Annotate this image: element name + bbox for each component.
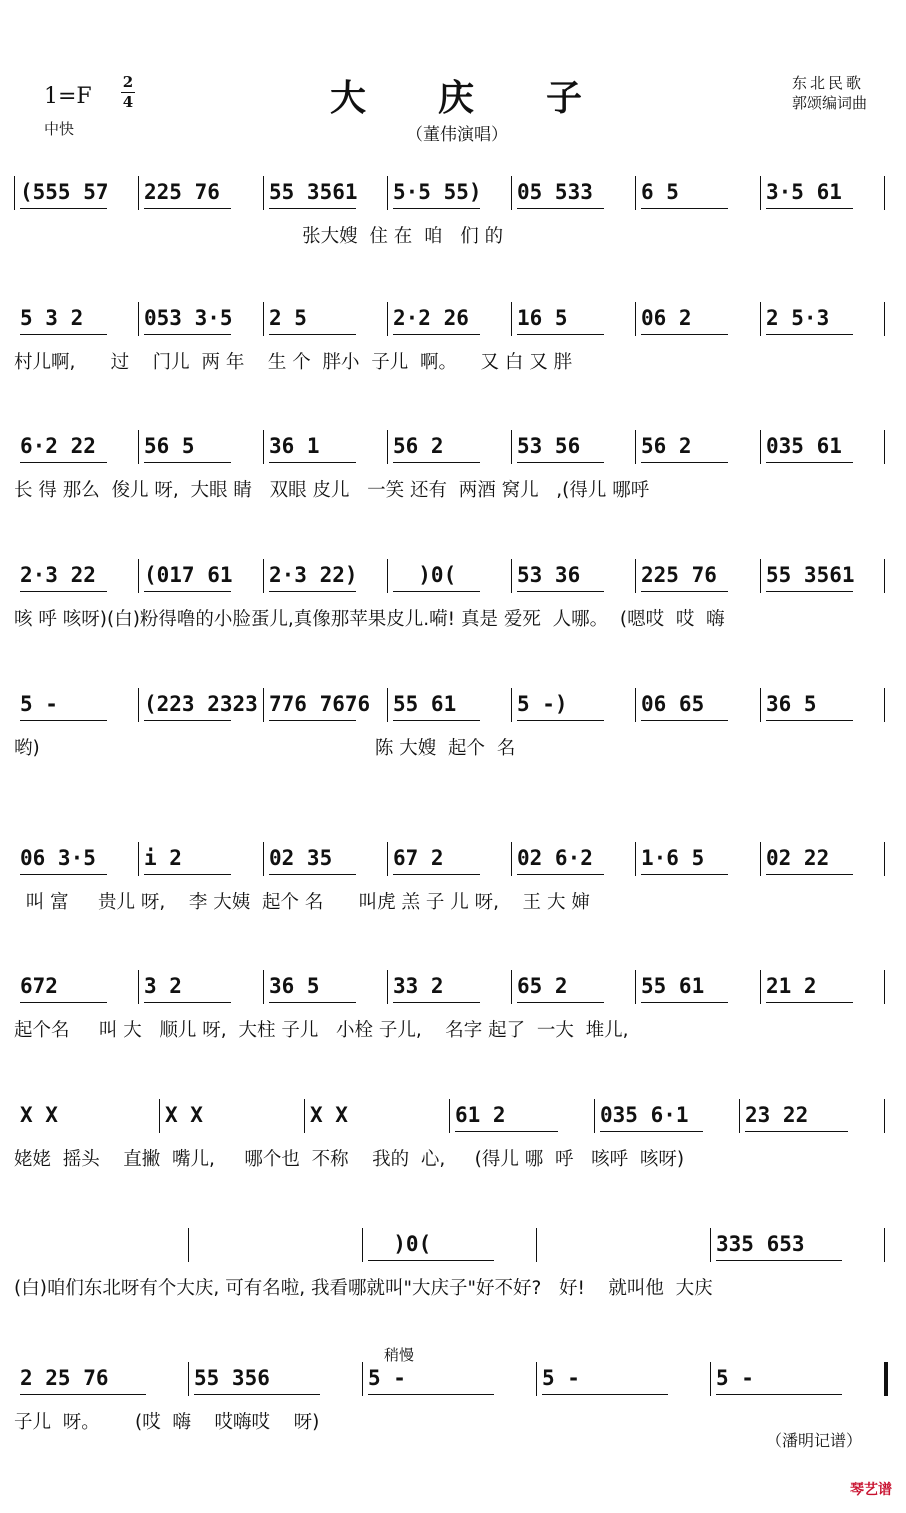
beat-underline — [269, 874, 356, 875]
beat-underline — [766, 208, 853, 209]
beat-underline — [20, 334, 107, 335]
beat-underline — [144, 334, 231, 335]
measure-notes: 67 2 — [393, 846, 444, 870]
key-signature: 1=F — [44, 84, 92, 109]
barline — [263, 842, 264, 876]
measure-notes: 2·2 26 — [393, 306, 469, 330]
barline — [884, 302, 885, 336]
barline — [884, 1228, 885, 1262]
score-line — [0, 172, 906, 292]
barline — [138, 559, 139, 593]
measure-notes: 23 22 — [745, 1103, 809, 1127]
barline — [884, 430, 885, 464]
beat-underline — [542, 1394, 668, 1395]
barline — [635, 176, 636, 210]
barline — [387, 176, 388, 210]
beat-underline — [368, 1260, 494, 1261]
beat-underline — [20, 462, 107, 463]
composer-credit: 郭颂编词曲 — [792, 94, 868, 112]
measure-notes: 2·3 22) — [269, 563, 358, 587]
beat-underline — [641, 334, 728, 335]
notes-row — [14, 966, 894, 1006]
measure-notes: 06 65 — [641, 692, 705, 716]
measure-notes: 5 - — [542, 1366, 580, 1390]
lyrics-row: 姥姥 摇头 直撇 嘴儿, 哪个也 不称 我的 心, (得儿 哪 呼 咳呼 咳呀) — [14, 1149, 685, 1170]
beat-underline — [368, 1394, 494, 1395]
barline — [138, 842, 139, 876]
song-title: 大庆子 — [330, 77, 655, 119]
lyrics-row: 起个名 叫 大 顺儿 呀, 大柱 子儿 小栓 子儿, 名字 起了 一大 堆儿, — [14, 1020, 629, 1041]
measure-notes: 02 6·2 — [517, 846, 593, 870]
measure-notes: 61 2 — [455, 1103, 506, 1127]
beat-underline — [269, 720, 356, 721]
beat-underline — [20, 208, 107, 209]
score-line — [0, 684, 906, 804]
beat-underline — [745, 1131, 848, 1132]
beat-underline — [393, 462, 480, 463]
barline — [511, 302, 512, 336]
notes-row — [14, 684, 894, 724]
beat-underline — [20, 1002, 107, 1003]
measure-notes: 56 5 — [144, 434, 195, 458]
beat-underline — [641, 1002, 728, 1003]
tempo-change-slower: 稍慢 — [384, 1346, 415, 1364]
notes-row — [14, 838, 894, 878]
song-origin: 东北民歌 — [792, 74, 865, 92]
beat-underline — [20, 591, 107, 592]
measure-notes — [194, 1224, 358, 1264]
barline — [387, 842, 388, 876]
measure-notes: 225 76 — [144, 180, 220, 204]
barline — [635, 842, 636, 876]
beat-underline — [393, 874, 480, 875]
beat-underline — [269, 1002, 356, 1003]
measure-notes: 5 -) — [517, 692, 568, 716]
barline — [263, 970, 264, 1004]
beat-underline — [194, 1394, 320, 1395]
barline — [511, 176, 512, 210]
beat-underline — [600, 1131, 703, 1132]
measure-notes: 053 3·5 — [144, 306, 233, 330]
beat-underline — [144, 720, 231, 721]
beat-underline — [641, 208, 728, 209]
measure-notes: 06 3·5 — [20, 846, 96, 870]
barline — [263, 302, 264, 336]
beat-underline — [766, 334, 853, 335]
measure-notes: 2 5 — [269, 306, 307, 330]
barline — [760, 302, 761, 336]
measure-notes: 2·3 22 — [20, 563, 96, 587]
measure-notes: 035 6·1 — [600, 1103, 689, 1127]
beat-underline — [716, 1394, 842, 1395]
lyrics-row: 哟) 陈 大嫂 起个 名 — [14, 738, 516, 759]
barline — [760, 176, 761, 210]
beat-underline — [269, 591, 356, 592]
measure-notes: 035 61 — [766, 434, 842, 458]
measure-notes: 53 36 — [517, 563, 581, 587]
barline — [635, 302, 636, 336]
beat-underline — [517, 334, 604, 335]
lyrics-row: 长 得 那么 俊儿 呀, 大眼 睛 双眼 皮儿 一笑 还有 两酒 窝儿 ,(得儿 哪呼 — [14, 480, 650, 501]
beat-underline — [20, 1394, 146, 1395]
barline — [387, 970, 388, 1004]
measure-notes: 33 2 — [393, 974, 444, 998]
beat-underline — [766, 1002, 853, 1003]
barline — [884, 1362, 888, 1396]
barline — [138, 302, 139, 336]
barline — [138, 430, 139, 464]
measure-notes: 65 2 — [517, 974, 568, 998]
barline — [760, 970, 761, 1004]
beat-underline — [766, 874, 853, 875]
score-line — [0, 966, 906, 1086]
beat-underline — [144, 1002, 231, 1003]
notes-row — [14, 1358, 894, 1398]
barline — [760, 559, 761, 593]
beat-underline — [20, 720, 107, 721]
lyrics-row: 咳 呼 咳呀)(白)粉得噜的小脸蛋儿,真像那苹果皮儿.嗬! 真是 爱死 人哪。 (嗯哎 哎 嗨 — [14, 609, 725, 630]
measure-notes: 36 5 — [766, 692, 817, 716]
barline — [511, 970, 512, 1004]
beat-underline — [517, 1002, 604, 1003]
time-signature-top: 2 — [122, 73, 134, 91]
time-signature — [118, 74, 138, 111]
beat-underline — [393, 720, 480, 721]
measure-notes: 5 3 2 — [20, 306, 84, 330]
beat-underline — [269, 334, 356, 335]
measure-notes: )0( — [368, 1232, 432, 1256]
measure-notes: 36 1 — [269, 434, 320, 458]
barline — [449, 1099, 450, 1133]
barline — [594, 1099, 595, 1133]
lyrics-row: 叫 富 贵儿 呀, 李 大姨 起个 名 叫虎 羔 子 儿 呀, 王 大 婶 — [14, 892, 590, 913]
beat-underline — [766, 720, 853, 721]
measure-notes — [542, 1224, 706, 1264]
measure-notes: 53 56 — [517, 434, 581, 458]
measure-notes: 5 - — [20, 692, 58, 716]
measure-notes: 5 - — [368, 1366, 406, 1390]
barline — [511, 688, 512, 722]
beat-underline — [20, 874, 107, 875]
measure-notes: X X — [20, 1103, 58, 1127]
beat-underline — [517, 720, 604, 721]
barline — [760, 688, 761, 722]
barline — [635, 430, 636, 464]
measure-notes: 335 653 — [716, 1232, 805, 1256]
measure-notes: 36 5 — [269, 974, 320, 998]
barline — [635, 688, 636, 722]
barline — [884, 1099, 885, 1133]
measure-notes: 776 7676 — [269, 692, 371, 716]
beat-underline — [269, 208, 356, 209]
notes-row — [14, 1095, 894, 1135]
barline — [263, 176, 264, 210]
measure-notes: 2 5·3 — [766, 306, 830, 330]
barline — [387, 559, 388, 593]
barline — [536, 1228, 537, 1262]
beat-underline — [144, 874, 231, 875]
beat-underline — [517, 874, 604, 875]
notes-row — [14, 555, 894, 595]
measure-notes: 02 22 — [766, 846, 830, 870]
score-line — [0, 1095, 906, 1215]
singer-credit: （董伟演唱） — [406, 125, 508, 145]
beat-underline — [641, 720, 728, 721]
beat-underline — [144, 208, 231, 209]
barline — [710, 1228, 711, 1262]
lyrics-row: (白)咱们东北呀有个大庆, 可有名啦, 我看哪就叫"大庆子"好不好? 好! 就叫他 大庆 — [14, 1278, 713, 1299]
beat-underline — [144, 591, 231, 592]
transcriber-credit: （潘明记谱） — [765, 1431, 862, 1450]
barline — [304, 1099, 305, 1133]
measure-notes: )0( — [393, 563, 457, 587]
beat-underline — [641, 874, 728, 875]
site-logo: 琴艺谱 — [850, 1482, 892, 1498]
barline — [635, 559, 636, 593]
beat-underline — [393, 591, 480, 592]
measure-notes: 672 — [20, 974, 58, 998]
score-line — [0, 1358, 906, 1478]
beat-underline — [716, 1260, 842, 1261]
barline — [263, 430, 264, 464]
barline — [362, 1228, 363, 1262]
beat-underline — [766, 462, 853, 463]
measure-notes: 6·2 22 — [20, 434, 96, 458]
barline — [263, 559, 264, 593]
beat-underline — [144, 462, 231, 463]
barline — [138, 176, 139, 210]
barline — [511, 842, 512, 876]
measure-notes: 06 2 — [641, 306, 692, 330]
beat-underline — [393, 208, 480, 209]
barline — [138, 970, 139, 1004]
score-line — [0, 426, 906, 546]
measure-notes: (223 2323 — [144, 692, 258, 716]
barline — [884, 688, 885, 722]
barline — [138, 688, 139, 722]
beat-underline — [641, 591, 728, 592]
measure-notes: 16 5 — [517, 306, 568, 330]
barline — [159, 1099, 160, 1133]
barline — [884, 842, 885, 876]
tempo-marking: 中快 — [44, 120, 75, 138]
score-line — [0, 555, 906, 675]
barline — [263, 688, 264, 722]
barline — [635, 970, 636, 1004]
measure-notes: 2 25 76 — [20, 1366, 109, 1390]
lyrics-row: 村儿啊, 过 门儿 两 年 生 个 胖小 子儿 啊。 又 白 又 胖 — [14, 352, 573, 373]
barline — [387, 302, 388, 336]
beat-underline — [641, 462, 728, 463]
barline — [536, 1362, 537, 1396]
barline — [362, 1362, 363, 1396]
measure-notes: 55 3561 — [766, 563, 855, 587]
measure-notes: 5 - — [716, 1366, 754, 1390]
score-line — [0, 838, 906, 958]
measure-notes: 05 533 — [517, 180, 593, 204]
measure-notes: 55 3561 — [269, 180, 358, 204]
score-line — [0, 298, 906, 418]
measure-notes: 3·5 61 — [766, 180, 842, 204]
lyrics-row: 子儿 呀。 (哎 嗨 哎嗨哎 呀) — [14, 1412, 320, 1433]
measure-notes: 3 2 — [144, 974, 182, 998]
barline — [387, 688, 388, 722]
measure-notes: X X — [310, 1103, 348, 1127]
barline — [884, 559, 885, 593]
measure-notes: (017 61 — [144, 563, 233, 587]
measure-notes: 225 76 — [641, 563, 717, 587]
time-signature-bottom: 4 — [122, 93, 134, 111]
measure-notes: 02 35 — [269, 846, 333, 870]
measure-notes: 55 61 — [393, 692, 457, 716]
barline — [387, 430, 388, 464]
measure-notes — [20, 1224, 184, 1264]
beat-underline — [517, 208, 604, 209]
measure-notes: 55 356 — [194, 1366, 270, 1390]
notes-row — [14, 1224, 894, 1264]
measure-notes: 1·6 5 — [641, 846, 705, 870]
measure-notes: 56 2 — [393, 434, 444, 458]
measure-notes: X X — [165, 1103, 203, 1127]
barline — [884, 970, 885, 1004]
score-line — [0, 1224, 906, 1344]
measure-notes: 6 5 — [641, 180, 679, 204]
barline — [511, 559, 512, 593]
beat-underline — [393, 334, 480, 335]
beat-underline — [269, 462, 356, 463]
beat-underline — [393, 1002, 480, 1003]
barline — [511, 430, 512, 464]
beat-underline — [517, 591, 604, 592]
barline — [760, 430, 761, 464]
notes-row — [14, 426, 894, 466]
barline — [884, 176, 885, 210]
notes-row — [14, 298, 894, 338]
beat-underline — [517, 462, 604, 463]
measure-notes: (555 57 — [20, 180, 109, 204]
lyrics-row: 张大嫂 住 在 咱 们 的 — [14, 226, 504, 247]
measure-notes: 55 61 — [641, 974, 705, 998]
measure-notes: 21 2 — [766, 974, 817, 998]
measure-notes: 5·5 55) — [393, 180, 482, 204]
barline — [760, 842, 761, 876]
barline — [710, 1362, 711, 1396]
beat-underline — [455, 1131, 558, 1132]
beat-underline — [766, 591, 853, 592]
barline — [188, 1228, 189, 1262]
barline — [188, 1362, 189, 1396]
barline — [14, 176, 15, 210]
measure-notes: i 2 — [144, 846, 182, 870]
measure-notes: 56 2 — [641, 434, 692, 458]
notes-row — [14, 172, 894, 212]
barline — [739, 1099, 740, 1133]
